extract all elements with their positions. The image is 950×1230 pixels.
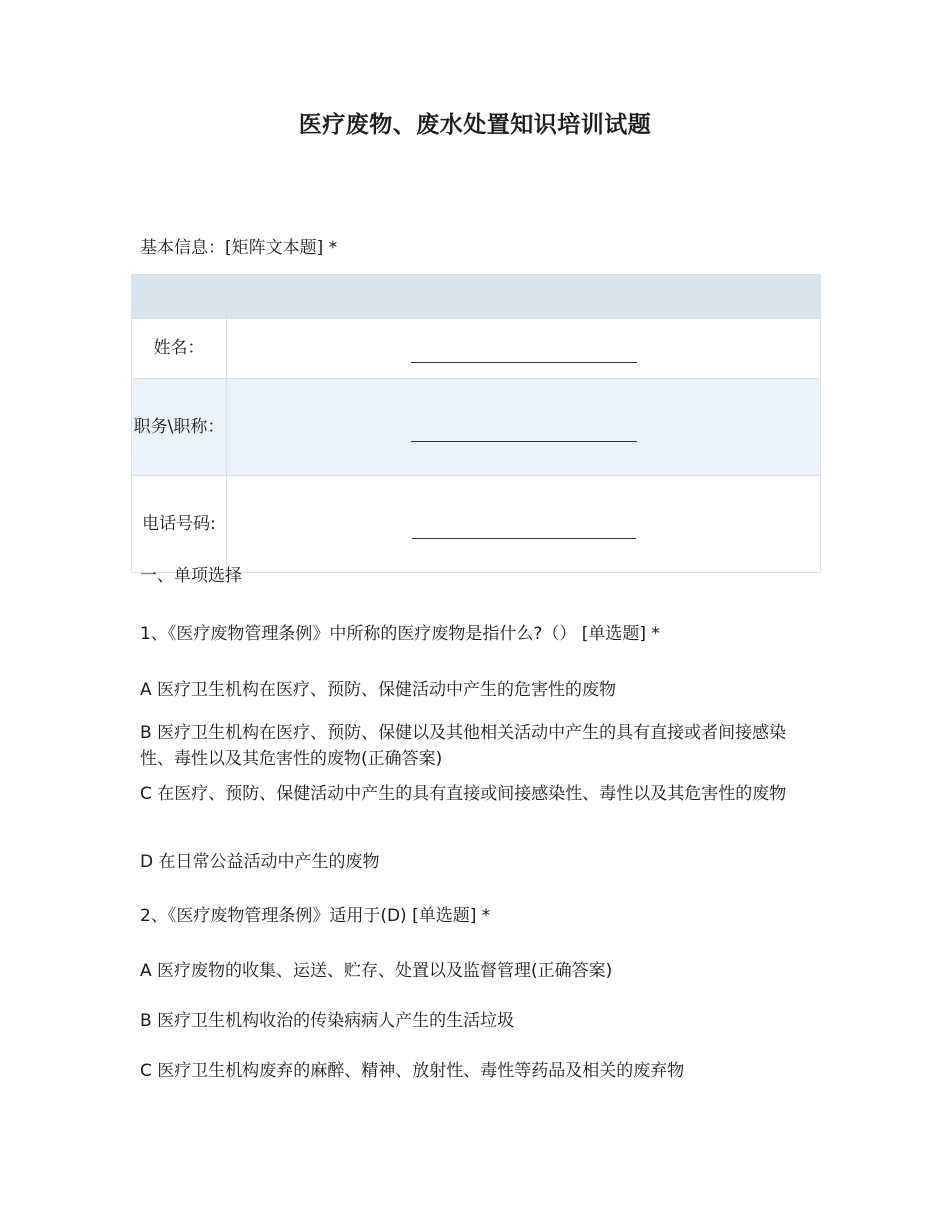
phone-field[interactable] xyxy=(227,476,821,573)
question-2: 2、《医疗废物管理条例》适用于(D) [单选题] * xyxy=(140,906,491,926)
q1-option-a[interactable]: A 医疗卫生机构在医疗、预防、保健活动中产生的危害性的废物 xyxy=(140,680,617,700)
table-header-cell xyxy=(132,275,227,319)
q2-option-a[interactable]: A 医疗废物的收集、运送、贮存、处置以及监督管理(正确答案) xyxy=(140,961,613,981)
basic-info-table xyxy=(131,274,821,573)
document-title: 医疗废物、废水处置知识培训试题 xyxy=(298,112,652,138)
name-label: 姓名： xyxy=(132,319,227,379)
name-blank[interactable] xyxy=(411,344,637,363)
question-1: 1、《医疗废物管理条例》中所称的医疗废物是指什么?（） [单选题] * xyxy=(140,624,660,644)
title-blank[interactable] xyxy=(411,423,637,442)
table-header-row xyxy=(132,275,821,319)
q2-option-b[interactable]: B 医疗卫生机构收治的传染病病人产生的生活垃圾 xyxy=(140,1011,515,1031)
q1-option-c[interactable]: C 在医疗、预防、保健活动中产生的具有直接或间接感染性、毒性以及其危害性的废物 xyxy=(140,784,787,804)
title-label: 职务\职称： xyxy=(132,379,227,476)
phone-blank[interactable] xyxy=(412,520,636,539)
q1-option-b[interactable]: B 医疗卫生机构在医疗、预防、保健以及其他相关活动中产生的具有直接或者间接感染性、毒性以及其危害性的废物(正确答案) xyxy=(140,723,787,769)
table-row-title xyxy=(132,379,821,476)
q1-option-d[interactable]: D 在日常公益活动中产生的废物 xyxy=(140,852,380,872)
name-field[interactable] xyxy=(227,319,821,379)
section-heading: 一、单项选择 xyxy=(140,566,242,586)
table-header-cell xyxy=(227,275,821,319)
basic-info-label: 基本信息：[矩阵文本题] * xyxy=(140,238,338,258)
title-field[interactable] xyxy=(227,379,821,476)
q2-option-c[interactable]: C 医疗卫生机构废弃的麻醉、精神、放射性、毒性等药品及相关的废弃物 xyxy=(140,1061,685,1081)
phone-label: 电话号码: xyxy=(132,476,227,573)
table-row-phone xyxy=(132,476,821,573)
table-row-name xyxy=(132,319,821,379)
